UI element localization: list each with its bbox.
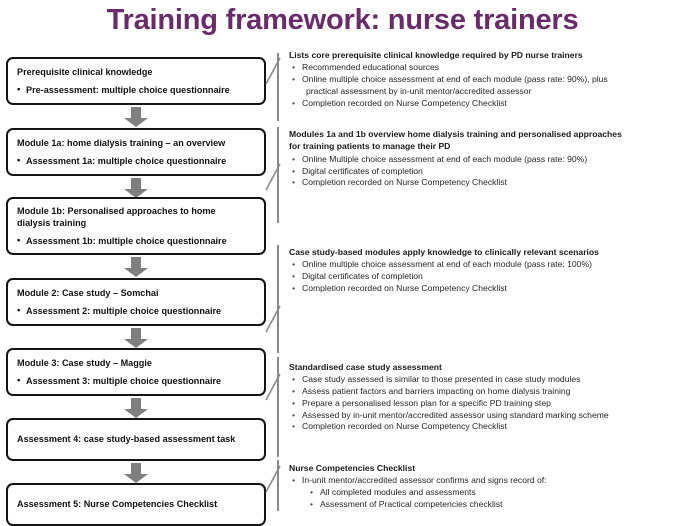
annotation-item-continuation: practical assessment by in-unit mentor/accredited assessor: [306, 85, 532, 96]
down-arrow-icon: [123, 178, 149, 198]
annotation-modules-1a-1b: [289, 129, 685, 189]
flow-node-module-3[interactable]: [6, 348, 266, 396]
annotation-item: • Assess patient factors and barriers impacting on home dialysis training: [289, 386, 685, 398]
annotation-list: [289, 62, 685, 109]
annotation-item: • Assessed by in-unit mentor/accredited assessor using standard marking scheme: [289, 410, 685, 422]
annotation-item: • Case study assessed is similar to those presented in case study modules: [289, 374, 685, 386]
down-arrow-icon: [123, 328, 149, 348]
flow-node-bullet: • Assessment 3: multiple choice questionnaire: [17, 375, 256, 387]
annotation-item: • Online multiple choice assessment at end of each module (pass rate: 100%): [289, 259, 685, 271]
annotation-list: [289, 374, 685, 433]
down-arrow-icon: [123, 463, 149, 483]
annotation-standardised-assessment: [289, 362, 685, 433]
connector-line: [265, 305, 281, 333]
annotation-item: • Digital certificates of completion: [289, 271, 685, 283]
annotation-item: • Completion recorded on Nurse Competency Checklist: [289, 421, 685, 433]
flow-node-module-1b[interactable]: [6, 197, 266, 255]
down-arrow-icon: [123, 257, 149, 277]
annotation-heading: Modules 1a and 1b overview home dialysis training and personalised approaches: [289, 129, 622, 139]
annotation-item: • In-unit mentor/accredited assessor confirms and signs record of:: [289, 475, 685, 487]
connector-line: [265, 57, 281, 85]
annotation-heading: Lists core prerequisite clinical knowledge required by PD nurse trainers: [289, 50, 583, 60]
annotation-item: • Completion recorded on Nurse Competency Checklist: [289, 283, 685, 295]
flow-node-module-2[interactable]: [6, 278, 266, 326]
flow-node-title: Module 1a: home dialysis training – an overview: [17, 138, 226, 149]
annotation-rule: [277, 245, 279, 353]
flow-node-bullet: • Assessment 2: multiple choice questionnaire: [17, 305, 256, 317]
flow-node-prerequisite[interactable]: [6, 57, 266, 105]
annotation-item: • Completion recorded on Nurse Competency Checklist: [289, 98, 685, 110]
page-title: Training framework: nurse trainers: [106, 4, 579, 36]
down-arrow-icon: [123, 398, 149, 418]
flow-node-title: Assessment 4: case study-based assessment task: [17, 434, 236, 445]
flow-node-title: Module 1b: Personalised approaches to home: [17, 205, 216, 216]
annotation-subitem: • Assessment of Practical competencies checklist: [289, 499, 685, 511]
annotation-list: [289, 475, 685, 510]
flow-node-bullet: • Assessment 1b: multiple choice questionnaire: [17, 235, 256, 247]
annotation-item: • Prepare a personalised lesson plan for a specific PD training step: [289, 398, 685, 410]
annotation-item: • Online multiple choice assessment at end of each module (pass rate: 90%), plus practical assessment by in-unit mentor/accredited assessor: [289, 74, 685, 97]
annotation-case-study-modules: [289, 247, 685, 295]
annotations-column: [277, 45, 685, 511]
annotation-heading: Case study-based modules apply knowledge to clinically relevant scenarios: [289, 247, 599, 257]
annotation-list: [289, 154, 685, 189]
annotation-item: • Digital certificates of completion: [289, 166, 685, 178]
flow-node-bullet: • Assessment 1a: multiple choice questionnaire: [17, 155, 256, 167]
annotation-prerequisite: [289, 50, 685, 109]
flow-node-assessment-5[interactable]: [6, 483, 266, 526]
flow-node-module-1a[interactable]: [6, 128, 266, 176]
annotation-heading: Standardised case study assessment: [289, 362, 442, 372]
connector-line: [265, 163, 281, 191]
flow-node-title: Assessment 5: Nurse Competencies Checklist: [17, 499, 218, 510]
flow-node-bullet: • Pre-assessment: multiple choice questionnaire: [17, 84, 256, 96]
flow-node-title: Module 2: Case study – Somchai: [17, 288, 159, 299]
annotation-rule: [277, 357, 279, 457]
flow-node-title: Module 3: Case study – Maggie: [17, 358, 152, 369]
connector-line: [265, 465, 281, 493]
annotation-item: • Online Multiple choice assessment at end of each module (pass rate: 90%): [289, 154, 685, 166]
annotation-item: • Completion recorded on Nurse Competency Checklist: [289, 177, 685, 189]
annotation-subitem: • All completed modules and assessments: [289, 487, 685, 499]
annotation-list: [289, 259, 685, 294]
annotation-heading-line2: for training patients to manage their PD: [289, 141, 451, 152]
flow-node-assessment-4[interactable]: [6, 418, 266, 461]
annotation-heading: Nurse Competencies Checklist: [289, 463, 416, 473]
flow-node-title: Prerequisite clinical knowledge: [17, 67, 153, 78]
down-arrow-icon: [123, 107, 149, 127]
flow-node-title-line2: dialysis training: [17, 218, 87, 229]
flow-column: [6, 45, 268, 511]
annotation-item: • Recommended educational sources: [289, 62, 685, 74]
annotation-nurse-competencies: [289, 463, 685, 511]
connector-line: [265, 373, 281, 401]
